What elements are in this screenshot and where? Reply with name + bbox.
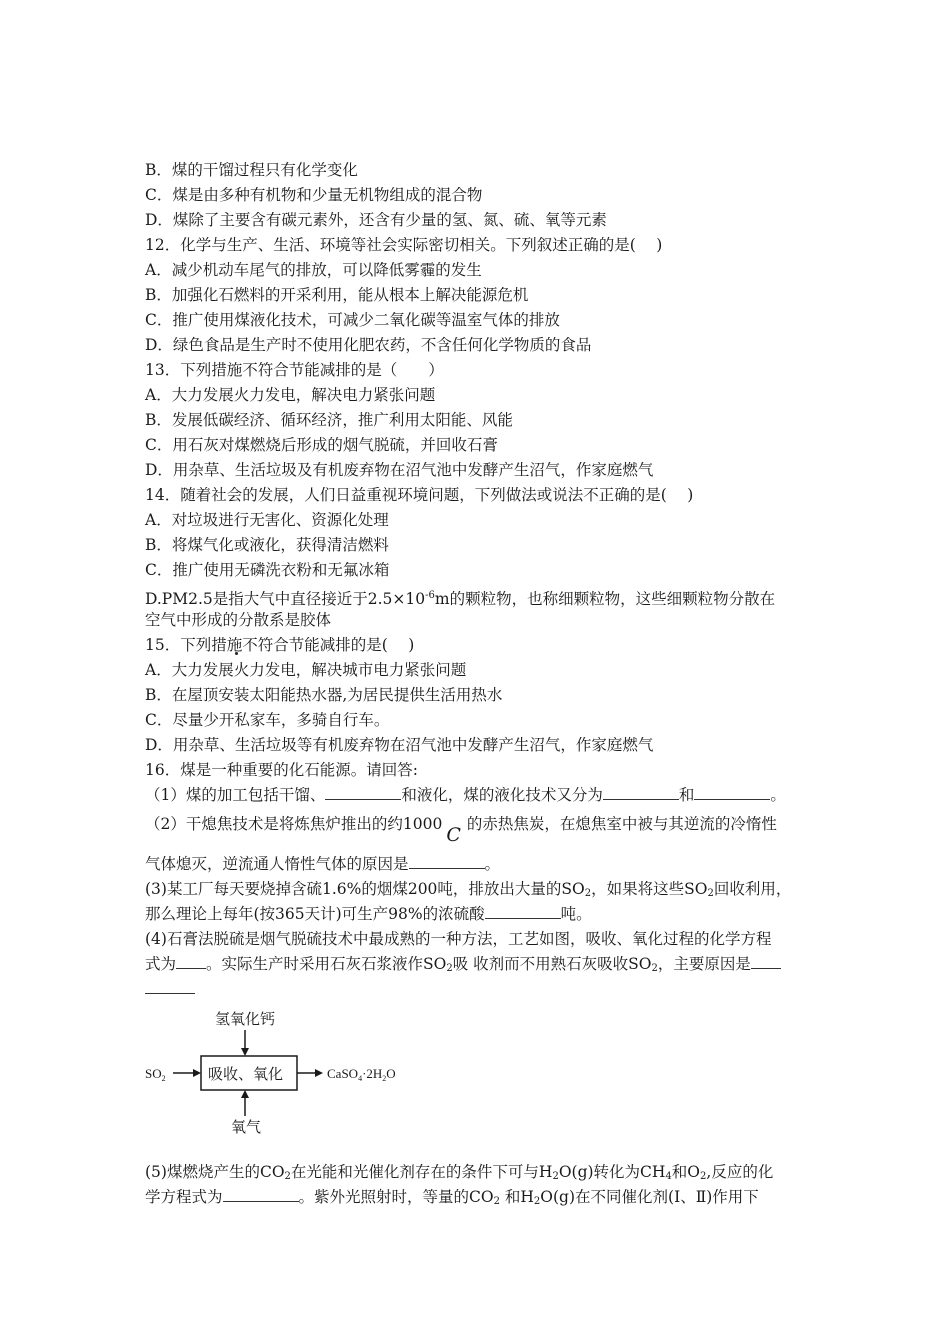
q16-part-4-cont xyxy=(145,952,815,977)
degree-c-symbol: C xyxy=(446,824,461,846)
bottom-arrow-head xyxy=(241,1090,249,1098)
subscript: 2 xyxy=(651,963,658,974)
answer-blank[interactable] xyxy=(485,903,561,919)
answer-blank[interactable] xyxy=(325,784,401,800)
q14-option-d xyxy=(145,583,815,608)
p4-text-b: 。实际生产时采用石灰石浆液作SO xyxy=(206,955,447,973)
q12-option-a: A．减少机动车尾气的排放，可以降低雾霾的发生 xyxy=(145,261,482,279)
question-15: 15．下列措施不符合节能减排的是( ) xyxy=(145,636,415,654)
p5-text-d: 和O xyxy=(671,1163,701,1181)
answer-blank[interactable] xyxy=(409,853,485,869)
p3-text-e: 吨。 xyxy=(560,905,592,923)
q14-option-c: C．推广使用无磷洗衣粉和无氟冰箱 xyxy=(145,561,390,579)
q12-option-b: B．加强化石燃料的开采利用，能从根本上解决能源危机 xyxy=(145,286,529,304)
q15-option-c: C．尽量少开私家车，多骑自行车。 xyxy=(145,711,390,729)
q16-part-4-blank-line xyxy=(145,977,815,1002)
p4-text-a: 式为 xyxy=(145,955,177,973)
p2-text-a: （2）干熄焦技术是将炼焦炉推出的约1000 xyxy=(145,815,443,833)
so2-label xyxy=(145,1066,166,1083)
top-arrow-head xyxy=(241,1048,249,1056)
answer-blank[interactable] xyxy=(694,784,770,800)
so2-text: SO xyxy=(145,1066,162,1081)
p5-text-f: 学方程式为 xyxy=(145,1188,223,1206)
q13-option-b: B．发展低碳经济、循环经济，推广利用太阳能、风能 xyxy=(145,411,513,429)
calcium-hydroxide-label: 氢氧化钙 xyxy=(215,1010,276,1028)
subscript: 2 xyxy=(284,1171,291,1182)
p5-text-h: 和H xyxy=(499,1188,534,1206)
document-page xyxy=(145,158,815,1210)
absorb-oxidize-label: 吸收、氧化 xyxy=(208,1065,284,1083)
p4-text-c: 吸 收剂而不用熟石灰吸收SO xyxy=(452,955,652,973)
p3-text-d: 那么理论上每年(按365天计)可生产98%的浓硫酸 xyxy=(145,905,485,923)
p1-text-d: 。 xyxy=(770,786,786,804)
q15-option-d: D．用杂草、生活垃圾等有机废弃物在沼气池中发酵产生沼气，作家庭燃气 xyxy=(145,736,654,754)
q15-option-a: A．大力发展火力发电，解决城市电力紧张问题 xyxy=(145,661,467,679)
question-12: 12．化学与生产、生活、环境等社会实际密切相关。下列叙述正确的是( ) xyxy=(145,236,663,254)
answer-blank[interactable] xyxy=(223,1186,299,1202)
subscript: 2 xyxy=(584,888,592,899)
p2-text-d: 。 xyxy=(484,855,501,873)
caso4-subscript-2: 2 xyxy=(382,1074,387,1083)
q16-part-2-cont xyxy=(145,852,815,877)
q16-part-4: (4)石膏法脱硫是烟气脱硫技术中最成熟的一种方法，工艺如图，吸收、氧化过程的化学方程 xyxy=(145,930,772,948)
q16-part-5-cont xyxy=(145,1185,815,1210)
q16-part-5 xyxy=(145,1160,815,1185)
q13-option-d: D．用杂草、生活垃圾及有机废弃物在沼气池中发酵产生沼气，作家庭燃气 xyxy=(145,461,654,479)
subscript: 2 xyxy=(552,1171,559,1182)
p3-text-a: (3)某工厂每天要烧掉含硫1.6%的烟煤200吨，排放出大量的SO xyxy=(145,880,585,898)
option-d: D．煤除了主要含有碳元素外，还含有少量的氢、氮、硫、氧等元素 xyxy=(145,211,607,229)
answer-blank[interactable] xyxy=(603,784,679,800)
p1-text-a: （1）煤的加工包括干馏、 xyxy=(145,786,326,804)
p2-text-c: 气体熄灭，逆流通人惰性气体的原因是 xyxy=(145,855,409,873)
p1-text-b: 和液化，煤的液化技术又分为 xyxy=(401,786,603,804)
p5-text-c: O(g)转化为CH xyxy=(558,1163,666,1181)
right-arrow-head xyxy=(315,1069,323,1077)
q14-option-d-cont: 空气中形成的分散系是胶体 xyxy=(145,611,332,629)
p5-text-i: O(g)在不同催化剂(Ⅰ、Ⅱ)作用下 xyxy=(540,1188,759,1206)
q12-option-c: C．推广使用煤液化技术，可减少二氧化碳等温室气体的排放 xyxy=(145,311,560,329)
answer-blank[interactable] xyxy=(751,953,781,969)
subscript: 4 xyxy=(665,1171,672,1182)
q14-option-b: B．将煤气化或液化，获得清洁燃料 xyxy=(145,536,389,554)
q16-part-3 xyxy=(145,877,815,902)
answer-blank[interactable] xyxy=(176,953,206,969)
q16-part-3-cont xyxy=(145,902,815,927)
q12-option-d: D．绿色食品是生产时不使用化肥农药，不含任何化学物质的食品 xyxy=(145,336,592,354)
option-c: C．煤是由多种有机物和少量无机物组成的混合物 xyxy=(145,186,483,204)
q13-option-c: C．用石灰对煤燃烧后形成的烟气脱硫，并回收石膏 xyxy=(145,436,498,454)
caso4-end: O xyxy=(386,1066,396,1081)
caso4-label xyxy=(327,1066,396,1083)
subscript: 2 xyxy=(700,1171,707,1182)
so2-subscript: 2 xyxy=(161,1074,166,1083)
question-14: 14．随着社会的发展，人们日益重视环境问题，下列做法或说法不正确的是( ) xyxy=(145,486,694,504)
oxygen-label: 氧气 xyxy=(231,1118,262,1136)
q15-option-b: B．在屋顶安装太阳能热水器,为居民提供生活用热水 xyxy=(145,686,503,704)
subscript: 2 xyxy=(493,1196,500,1207)
q14d-exponent: -6 xyxy=(425,590,435,601)
p5-text-e: ,反应的化 xyxy=(706,1163,774,1181)
q14-option-a: A．对垃圾进行无害化、资源化处理 xyxy=(145,511,389,529)
p1-text-c: 和 xyxy=(678,786,695,804)
q13-option-a: A．大力发展火力发电，解决电力紧张问题 xyxy=(145,386,436,404)
question-16: 16．煤是一种重要的化石能源。请回答: xyxy=(145,761,418,779)
subscript: 2 xyxy=(446,963,453,974)
p5-text-a: (5)煤燃烧产生的CO xyxy=(145,1163,285,1181)
caso4-text: CaSO xyxy=(327,1066,359,1081)
q16-part-2 xyxy=(145,808,815,846)
p3-text-c: 回收利用， xyxy=(713,880,792,898)
left-arrow-head xyxy=(193,1069,201,1077)
p4-text-d: ，主要原因是 xyxy=(657,955,751,973)
q14d-text: D.PM2.5是指大气中直径接近于2.5×10 xyxy=(145,590,426,608)
subscript: 2 xyxy=(707,888,714,899)
q16-part-1 xyxy=(145,783,815,808)
p3-text-b: ，如果将这些SO xyxy=(591,880,708,898)
caso4-tail: ·2H xyxy=(362,1066,383,1081)
process-diagram xyxy=(145,1006,445,1136)
subscript: 2 xyxy=(533,1196,541,1207)
caso4-subscript: 4 xyxy=(358,1074,363,1083)
question-13: 13．下列措施不符合节能减排的是（ ） xyxy=(145,361,444,379)
p2-text-b: 的赤热焦炭，在熄焦室中被与其逆流的冷惰性 xyxy=(466,815,777,833)
p5-text-b: 在光能和光催化剂存在的条件下可与H xyxy=(290,1163,553,1181)
answer-blank[interactable] xyxy=(145,978,195,994)
q14d-text-2: m的颗粒物，也称细颗粒物，这些细颗粒物分散在 xyxy=(434,590,776,608)
p5-text-g: 。紫外光照射时，等量的CO xyxy=(298,1188,494,1206)
option-b: B．煤的干馏过程只有化学变化 xyxy=(145,161,358,179)
